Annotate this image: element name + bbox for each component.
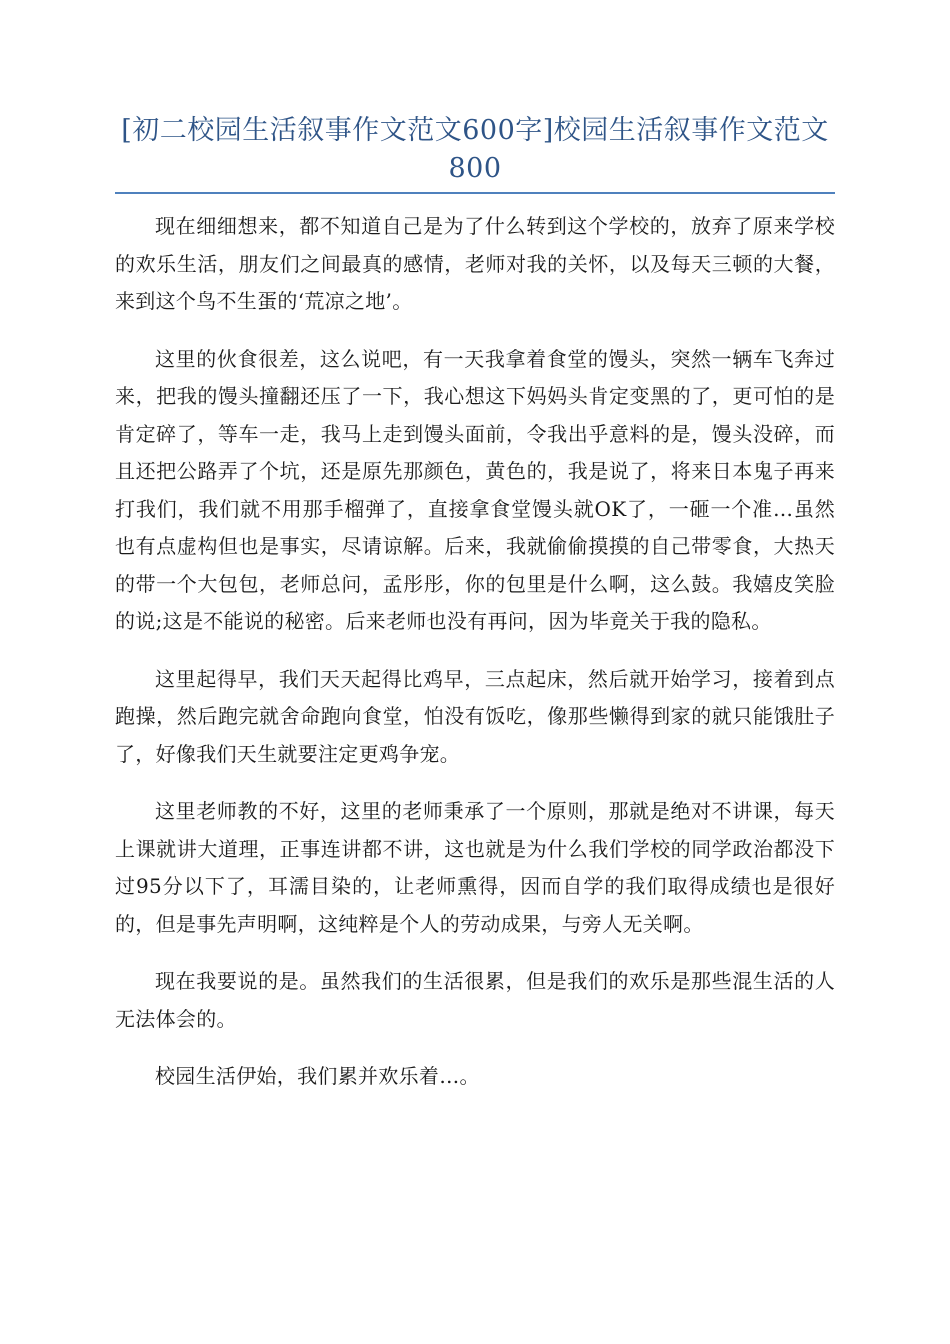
title-underline-divider <box>115 192 835 194</box>
title-block <box>115 112 835 194</box>
paragraph-2: 这里的伙食很差，这么说吧，有一天我拿着食堂的馒头，突然一辆车飞奔过来，把我的馒头撞翻还压了一下，我心想这下妈妈头肯定变黑的了，更可怕的是肯定碎了，等车一走，我马上走到馒头面前，令我出乎意料的是，馒头没碎，而且还把公路弄了个坑，还是原先那颜色，黄色的，我是说了，将来日本鬼子再来打我们，我们就不用那手榴弹了，直接拿食堂馒头就OK了，一砸一个准…虽然也有点虚构但也是事实，尽请谅解。后来，我就偷偷摸摸的自己带零食，大热天的带一个大包包，老师总问，孟彤彤，你的包里是什么啊，这么鼓。我嬉皮笑脸的说;这是不能说的秘密。后来老师也没有再问，因为毕竟关于我的隐私。 <box>115 346 835 633</box>
paragraph-5: 现在我要说的是。虽然我们的生活很累，但是我们的欢乐是那些混生活的人无法体会的。 <box>115 969 835 1031</box>
document-title: [初二校园生活叙事作文范文600字]校园生活叙事作文范文800 <box>121 115 829 184</box>
paragraph-6: 校园生活伊始，我们累并欢乐着…。 <box>155 1064 480 1088</box>
document-body <box>115 208 835 1116</box>
paragraph-4: 这里老师教的不好，这里的老师秉承了一个原则，那就是绝对不讲课，每天上课就讲大道理，正事连讲都不讲，这也就是为什么我们学校的同学政治都没下过95分以下了，耳濡目染的，让老师熏得，因而自学的我们取得成绩也是很好的，但是事先声明啊，这纯粹是个人的劳动成果，与旁人无关啊。 <box>115 799 835 936</box>
paragraph-1: 现在细细想来，都不知道自己是为了什么转到这个学校的，放弃了原来学校的欢乐生活，朋友们之间最真的感情，老师对我的关怀，以及每天三顿的大餐，来到这个鸟不生蛋的‘荒凉之地’。 <box>115 214 835 313</box>
paragraph-3: 这里起得早，我们天天起得比鸡早，三点起床，然后就开始学习，接着到点跑操，然后跑完就舍命跑向食堂，怕没有饭吃，像那些懒得到家的就只能饿肚子了，好像我们天生就要注定更鸡争宠。 <box>115 666 835 766</box>
